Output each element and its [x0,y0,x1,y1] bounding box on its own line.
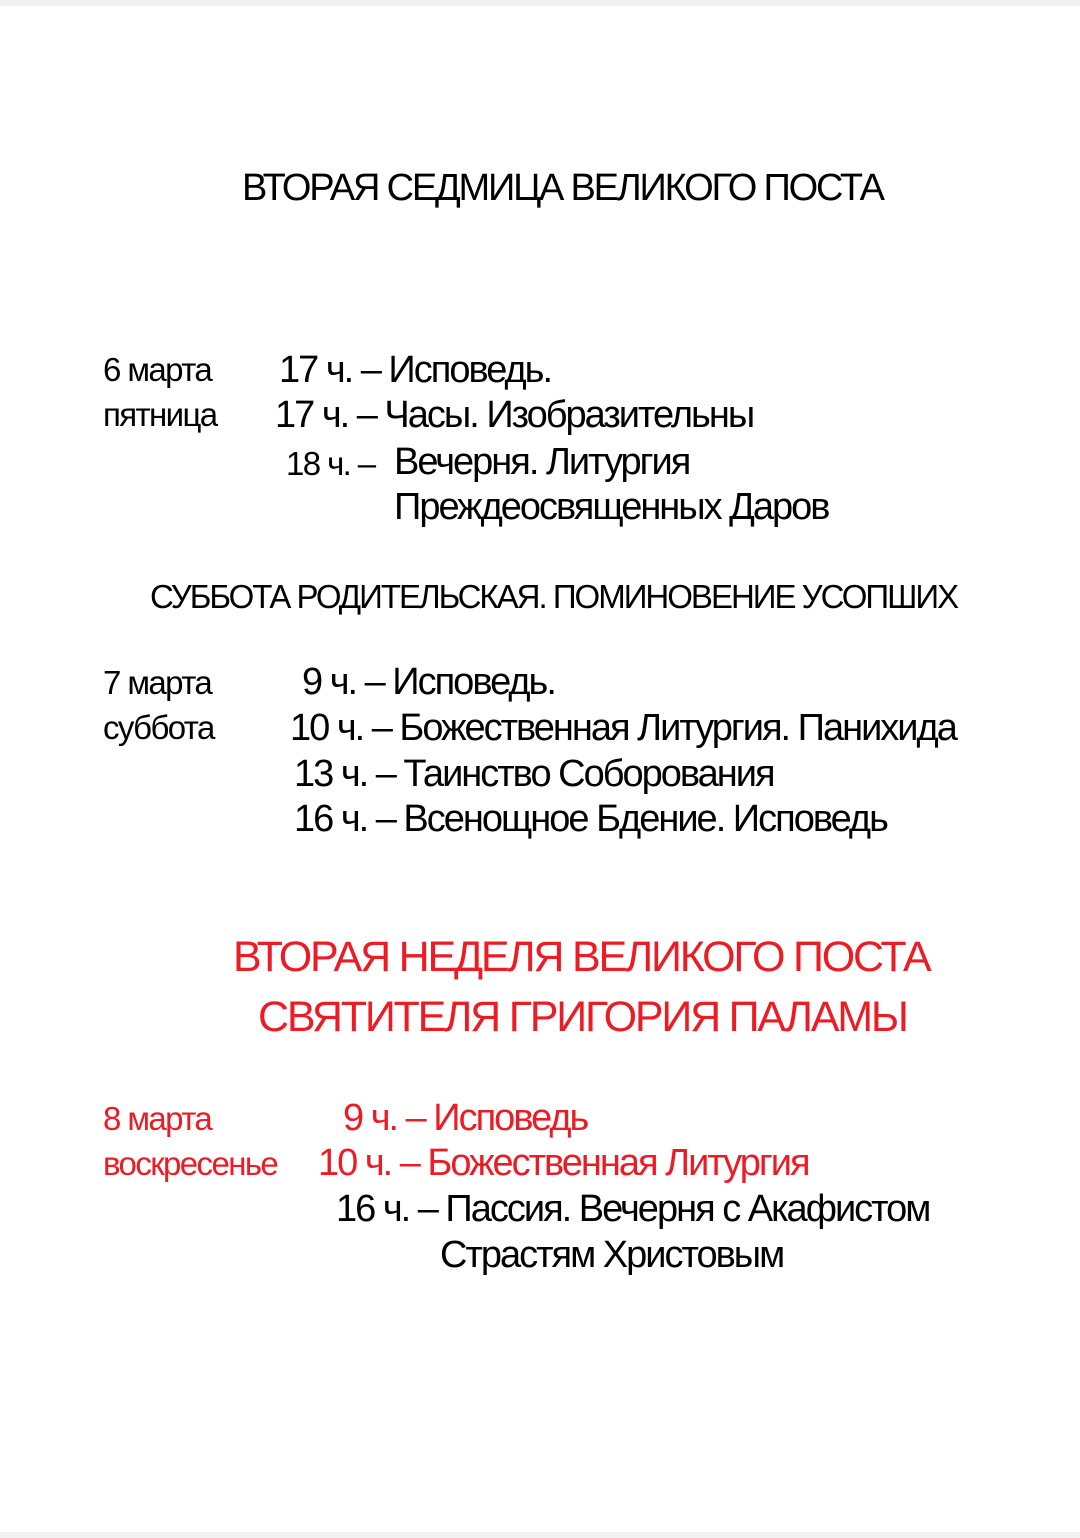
day3-line-3: 16 ч. – Пассия. Вечерня с Акафистом [336,1188,930,1230]
day3-weekday: воскресенье [103,1145,278,1182]
day3-line-1: 9 ч. – Исповедь [343,1097,588,1139]
day2-date: 7 марта [103,664,212,701]
day2-line-1: 9 ч. – Исповедь. [302,661,555,703]
page-title: ВТОРАЯ СЕДМИЦА ВЕЛИКОГО ПОСТА [242,167,883,209]
day2-line-4: 16 ч. – Всенощное Бдение. Исповедь [294,798,887,840]
day3-line-2: 10 ч. – Божественная Литургия [318,1142,809,1184]
saturday-heading: СУББОТА РОДИТЕЛЬСКАЯ. ПОМИНОВЕНИЕ УСОПШИХ [150,578,958,615]
day2-line-3: 13 ч. – Таинство Соборования [294,753,774,795]
day2-weekday: суббота [103,709,214,746]
day1-line-4: Преждеосвященных Даров [394,486,829,528]
day3-date: 8 марта [103,1100,212,1137]
sunday-heading-line-1: ВТОРАЯ НЕДЕЛЯ ВЕЛИКОГО ПОСТА [233,933,930,981]
day1-line-3-text: Вечерня. Литургия [394,441,690,483]
day1-date: 6 марта [103,351,212,388]
day1-weekday: пятница [103,396,217,433]
day3-line-4: Страстям Христовым [440,1234,784,1276]
day1-line-2: 17 ч. – Часы. Изобразительны [275,394,754,436]
sunday-heading-line-2: СВЯТИТЕЛЯ ГРИГОРИЯ ПАЛАМЫ [258,993,907,1041]
document-page [0,6,1080,1532]
day2-line-2: 10 ч. – Божественная Литургия. Панихида [290,707,956,749]
day1-line-3-time: 18 ч. – [286,445,375,482]
day1-line-1: 17 ч. – Исповедь. [279,349,552,391]
